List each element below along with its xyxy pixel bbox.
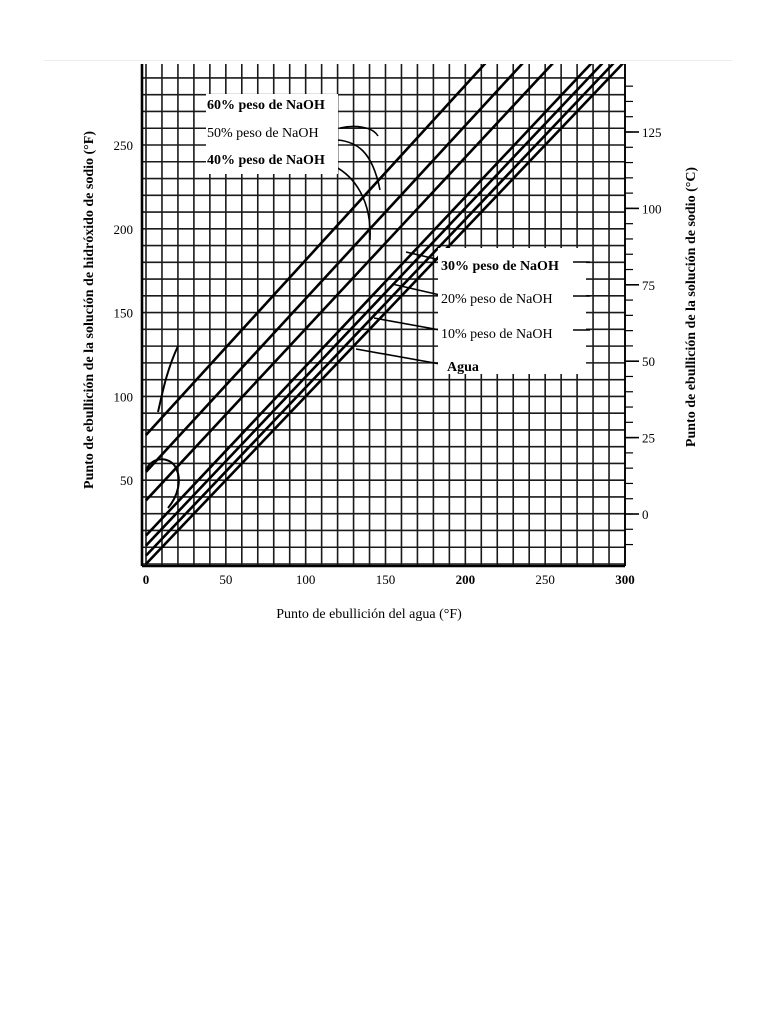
x-tick-label: 150: [375, 572, 396, 587]
y2-tick-label: 50: [642, 354, 655, 370]
series-label-5: 10% peso de NaOH: [441, 327, 553, 342]
y-tick-label: 200: [113, 221, 133, 237]
y-tick-label: 100: [113, 389, 133, 405]
y2-tick-label: 125: [642, 125, 662, 140]
pointer-40a: [338, 140, 380, 190]
series-label-1: 50% peso de NaOH: [207, 126, 319, 141]
x-tick-label: 50: [219, 572, 233, 587]
x-tick-label: 300: [615, 572, 635, 587]
x-tick-label: 0: [142, 572, 150, 587]
y2-tick-label: 100: [642, 201, 662, 217]
x-tick-label: 100: [295, 572, 316, 587]
series-label-6: Agua: [447, 360, 479, 375]
pointer-agua: [356, 349, 440, 364]
series-label-3: 30% peso de NaOH: [441, 259, 559, 274]
y2-tick-label: 75: [642, 277, 655, 293]
y-tick-label: 250: [113, 138, 133, 153]
series-label-4: 20% peso de NaOH: [441, 292, 553, 307]
x-tick-label: 200: [455, 572, 476, 587]
y-tick-label: 150: [113, 305, 133, 321]
y2-axis-label: Punto de ebullición de la solución de sodio (°C): [684, 166, 699, 448]
series-label-2: 40% peso de NaOH: [207, 153, 325, 168]
series-label-0: 60% peso de NaOH: [207, 98, 325, 113]
x-tick-label: 250: [535, 572, 555, 587]
y2-tick-label: 25: [642, 430, 655, 446]
x-axis-label: Punto de ebullición del agua (°F): [276, 607, 462, 622]
pointer-10: [374, 318, 440, 330]
y-axis-label: Punto de ebullición de la solución de hidróxido de sodio (°F): [82, 131, 97, 489]
y-tick-label: 50: [120, 473, 133, 489]
y2-tick-label: 0: [642, 507, 649, 522]
